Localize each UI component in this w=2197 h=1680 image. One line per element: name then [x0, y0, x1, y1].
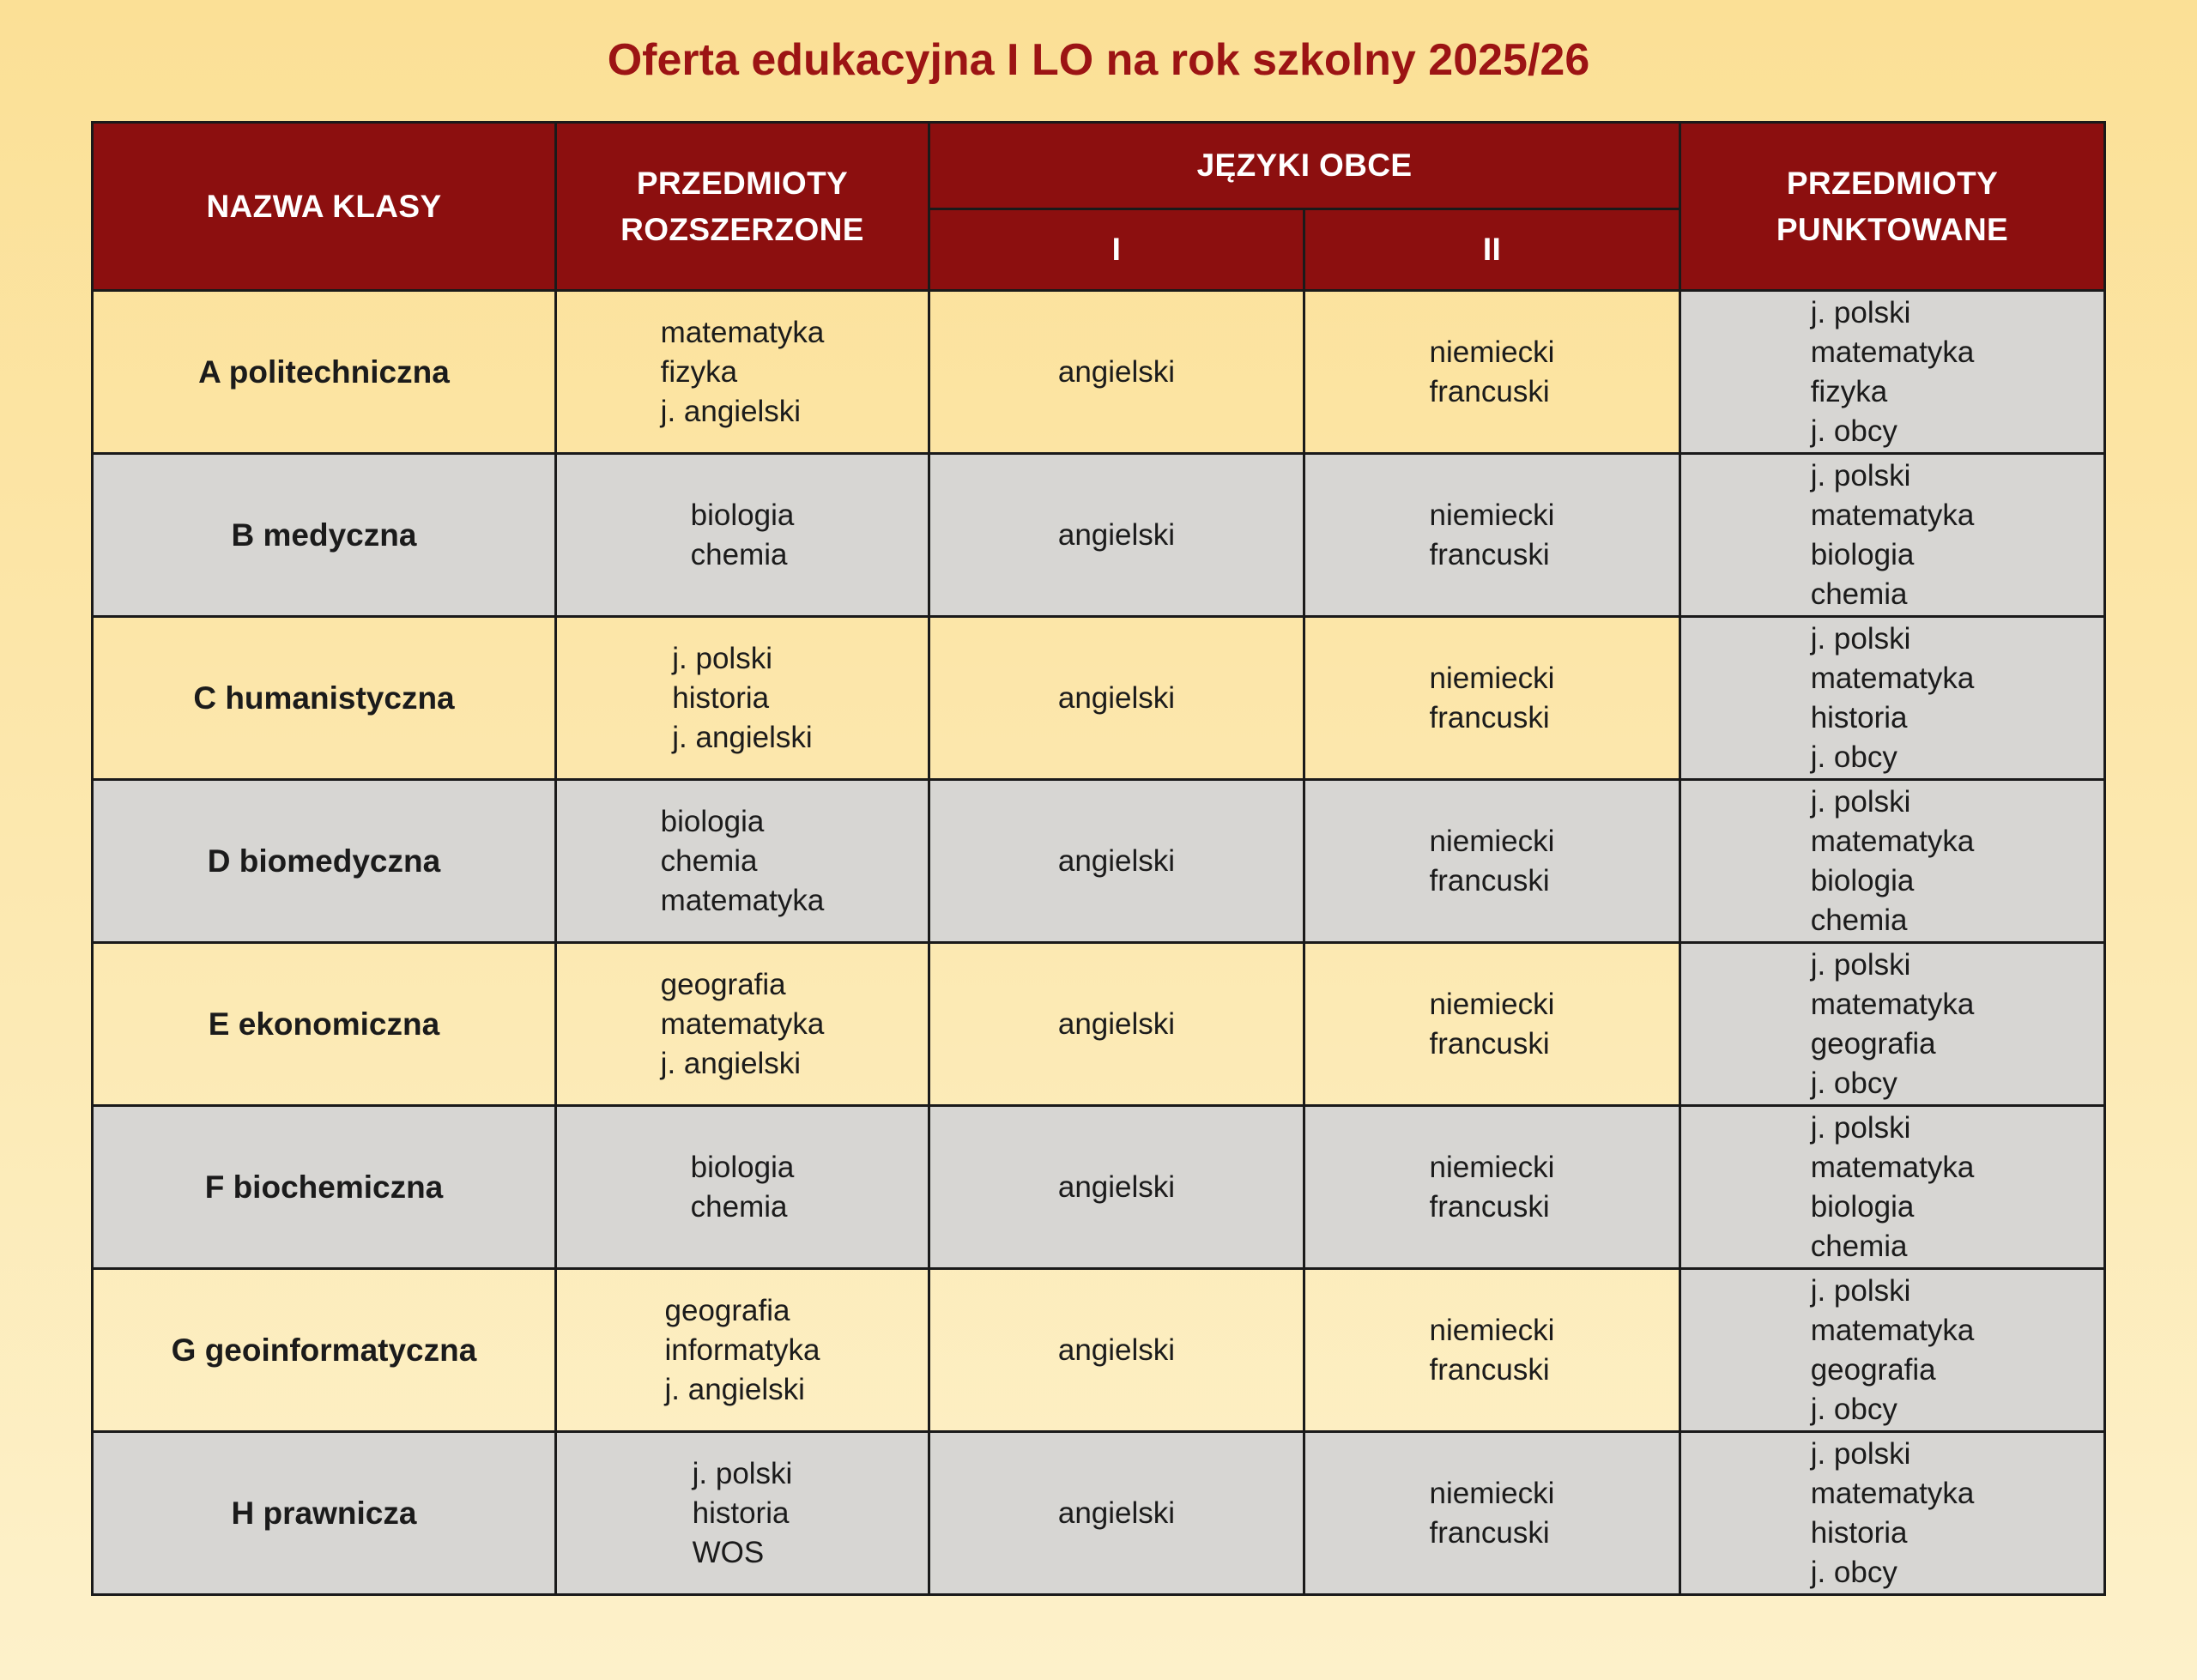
language-line: francuski — [1429, 374, 1550, 408]
scored-subjects-cell — [1680, 1269, 2105, 1432]
subject-line: matematyka — [1810, 1313, 1975, 1347]
scored-subjects-cell — [1680, 617, 2105, 780]
language-line: francuski — [1429, 1026, 1550, 1061]
subject-line: geografia — [660, 967, 786, 1001]
page-background — [0, 33, 2197, 1680]
table-row-b — [92, 454, 2104, 617]
subject-line: chemia — [690, 1189, 788, 1224]
subject-line: j. angielski — [672, 720, 813, 754]
header-row-top — [92, 123, 2104, 209]
class-offer-table — [91, 121, 2106, 1596]
class-name-cell: C humanistyczna — [92, 617, 555, 780]
subject-line: j. polski — [1810, 458, 1911, 493]
subject-line: WOS — [692, 1535, 765, 1569]
language-1-cell: angielski — [929, 943, 1304, 1106]
subject-line: j. polski — [692, 1456, 793, 1490]
scored-list — [1811, 946, 1975, 1103]
subject-line: chemia — [1810, 1229, 1908, 1263]
scored-list — [1811, 293, 1975, 451]
language-2-cell — [1304, 291, 1680, 454]
table-row-e — [92, 943, 2104, 1106]
scored-list — [1811, 619, 1975, 777]
subject-line: historia — [672, 680, 770, 715]
subject-line: j. angielski — [660, 1046, 802, 1080]
subject-line: j. obcy — [1810, 740, 1897, 774]
language-2-cell — [1304, 617, 1680, 780]
language-list — [1430, 1311, 1555, 1390]
language-list — [1430, 659, 1555, 738]
language-line: niemiecki — [1429, 1313, 1555, 1347]
subject-line: biologia — [660, 804, 765, 838]
language-1-cell: angielski — [929, 780, 1304, 943]
extended-subjects-cell — [555, 454, 929, 617]
column-header-scored-subjects: PRZEDMIOTY PUNKTOWANE — [1680, 123, 2105, 291]
language-line: niemiecki — [1429, 661, 1555, 695]
subject-list — [693, 1454, 793, 1573]
scored-subjects-cell — [1680, 1432, 2105, 1595]
subject-line: j. obcy — [1810, 414, 1897, 448]
subject-line: matematyka — [1810, 824, 1975, 858]
subject-line: j. polski — [1810, 621, 1911, 656]
extended-subjects-cell — [555, 1106, 929, 1269]
subject-line: historia — [1810, 1515, 1908, 1550]
subject-line: biologia — [1810, 1189, 1915, 1224]
subject-list — [661, 313, 825, 432]
language-2-cell — [1304, 1269, 1680, 1432]
table-row-g — [92, 1269, 2104, 1432]
table-row-a — [92, 291, 2104, 454]
class-name-cell: H prawnicza — [92, 1432, 555, 1595]
language-list — [1430, 822, 1555, 901]
scored-subjects-cell — [1680, 454, 2105, 617]
subject-line: geografia — [1810, 1026, 1936, 1061]
subject-line: biologia — [1810, 863, 1915, 897]
column-header-class-name: NAZWA KLASY — [92, 123, 555, 291]
language-line: niemiecki — [1429, 1150, 1555, 1184]
subject-list — [665, 1291, 820, 1410]
language-2-cell — [1304, 1432, 1680, 1595]
subject-line: j. obcy — [1810, 1555, 1897, 1589]
table-row-h — [92, 1432, 2104, 1595]
scored-list — [1811, 1109, 1975, 1266]
subject-line: j. polski — [672, 641, 772, 675]
language-line: niemiecki — [1429, 1476, 1555, 1510]
subject-line: matematyka — [1810, 1476, 1975, 1510]
class-name-cell: D biomedyczna — [92, 780, 555, 943]
language-line: niemiecki — [1429, 824, 1555, 858]
scored-list — [1811, 1272, 1975, 1429]
subject-line: j. angielski — [664, 1372, 805, 1406]
table-row-d — [92, 780, 2104, 943]
scored-list — [1811, 783, 1975, 940]
class-name-cell: G geoinformatyczna — [92, 1269, 555, 1432]
language-line: niemiecki — [1429, 498, 1555, 532]
language-2-cell — [1304, 1106, 1680, 1269]
subject-line: biologia — [690, 1150, 795, 1184]
language-1-cell: angielski — [929, 1432, 1304, 1595]
subject-line: j. polski — [1810, 1436, 1911, 1471]
language-line: francuski — [1429, 537, 1550, 571]
subject-line: historia — [1810, 700, 1908, 734]
language-line: francuski — [1429, 863, 1550, 897]
subject-line: informatyka — [664, 1333, 820, 1367]
table-body — [92, 291, 2104, 1595]
subject-line: chemia — [660, 843, 758, 878]
subject-line: biologia — [690, 498, 795, 532]
language-line: francuski — [1429, 700, 1550, 734]
subject-line: j. angielski — [660, 394, 802, 428]
subject-list — [661, 965, 825, 1084]
table-header — [92, 123, 2104, 291]
language-list — [1430, 1474, 1555, 1553]
column-header-foreign-languages: JĘZYKI OBCE — [929, 123, 1680, 209]
subject-line: j. polski — [1810, 1110, 1911, 1145]
extended-subjects-cell — [555, 617, 929, 780]
language-1-cell: angielski — [929, 1269, 1304, 1432]
class-name-cell: B medyczna — [92, 454, 555, 617]
language-line: francuski — [1429, 1352, 1550, 1387]
extended-subjects-cell — [555, 291, 929, 454]
scored-subjects-cell — [1680, 291, 2105, 454]
language-1-cell: angielski — [929, 291, 1304, 454]
scored-list — [1811, 456, 1975, 614]
column-header-language-2: II — [1304, 209, 1680, 291]
subject-line: j. polski — [1810, 784, 1911, 819]
language-2-cell — [1304, 454, 1680, 617]
class-name-cell: E ekonomiczna — [92, 943, 555, 1106]
language-2-cell — [1304, 780, 1680, 943]
language-list — [1430, 333, 1555, 412]
subject-line: matematyka — [660, 315, 825, 349]
scored-subjects-cell — [1680, 780, 2105, 943]
subject-list — [672, 639, 812, 758]
subject-line: fizyka — [1810, 374, 1888, 408]
scored-subjects-cell — [1680, 1106, 2105, 1269]
language-list — [1430, 1148, 1555, 1227]
language-list — [1430, 496, 1555, 575]
subject-line: matematyka — [660, 883, 825, 917]
language-line: francuski — [1429, 1189, 1550, 1224]
scored-list — [1811, 1435, 1975, 1592]
subject-line: historia — [692, 1496, 790, 1530]
subject-line: biologia — [1810, 537, 1915, 571]
language-1-cell: angielski — [929, 454, 1304, 617]
language-line: francuski — [1429, 1515, 1550, 1550]
subject-line: j. obcy — [1810, 1066, 1897, 1100]
subject-line: chemia — [1810, 903, 1908, 937]
subject-line: chemia — [1810, 577, 1908, 611]
subject-line: matematyka — [1810, 1150, 1975, 1184]
language-1-cell: angielski — [929, 617, 1304, 780]
language-list — [1430, 985, 1555, 1064]
subject-line: matematyka — [1810, 661, 1975, 695]
subject-line: matematyka — [1810, 987, 1975, 1021]
page-title: Oferta edukacyjna I LO na rok szkolny 2025/26 — [607, 35, 1590, 85]
subject-line: j. polski — [1810, 1273, 1911, 1308]
class-name-cell: F biochemiczna — [92, 1106, 555, 1269]
subject-list — [661, 802, 825, 921]
extended-subjects-cell — [555, 943, 929, 1106]
subject-line: j. polski — [1810, 295, 1911, 329]
language-1-cell: angielski — [929, 1106, 1304, 1269]
scored-subjects-cell — [1680, 943, 2105, 1106]
language-line: niemiecki — [1429, 335, 1555, 369]
subject-line: j. obcy — [1810, 1392, 1897, 1426]
extended-subjects-cell — [555, 1432, 929, 1595]
subject-line: geografia — [1810, 1352, 1936, 1387]
subject-line: j. polski — [1810, 947, 1911, 982]
subject-line: matematyka — [660, 1006, 825, 1041]
subject-line: matematyka — [1810, 335, 1975, 369]
extended-subjects-cell — [555, 780, 929, 943]
subject-list — [691, 1148, 795, 1227]
subject-line: fizyka — [660, 354, 738, 389]
language-line: niemiecki — [1429, 987, 1555, 1021]
extended-subjects-cell — [555, 1269, 929, 1432]
subject-line: chemia — [690, 537, 788, 571]
subject-line: matematyka — [1810, 498, 1975, 532]
subject-list — [691, 496, 795, 575]
language-2-cell — [1304, 943, 1680, 1106]
table-row-f — [92, 1106, 2104, 1269]
subject-line: geografia — [664, 1293, 790, 1327]
column-header-extended-subjects: PRZEDMIOTY ROZSZERZONE — [555, 123, 929, 291]
table-row-c — [92, 617, 2104, 780]
class-name-cell: A politechniczna — [92, 291, 555, 454]
column-header-language-1: I — [929, 209, 1304, 291]
